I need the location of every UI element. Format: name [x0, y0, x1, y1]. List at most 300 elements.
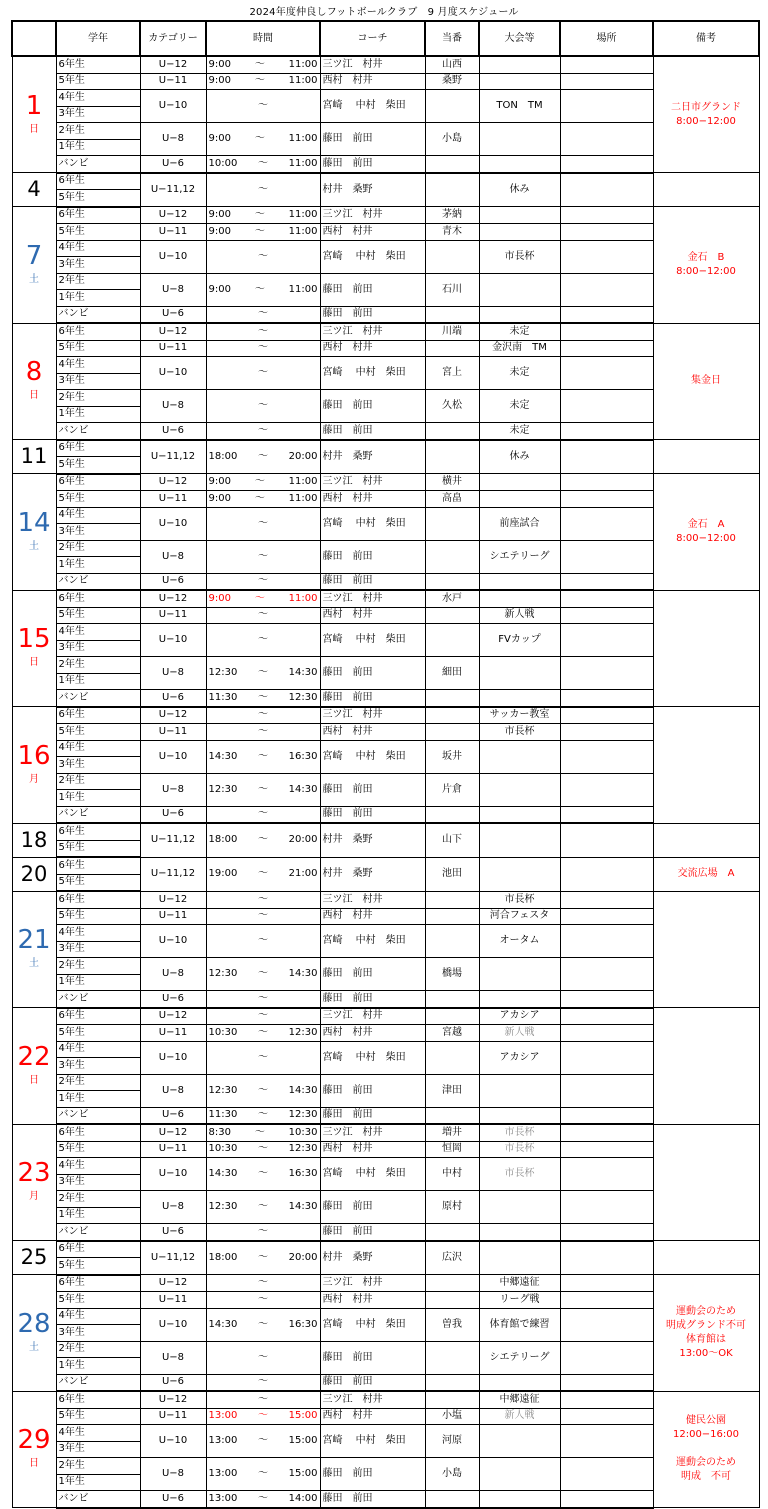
time-range	[209, 1492, 318, 1506]
end-time: 11:00	[288, 75, 318, 87]
time-range	[209, 967, 318, 981]
coach-cell: 藤田 前田	[320, 690, 425, 707]
schedule-row	[12, 607, 759, 624]
schedule-row	[12, 173, 759, 190]
tilde-mark: ～	[254, 592, 265, 604]
event-cell: シエテリーグ	[479, 540, 560, 573]
grade-cell: 5年生	[56, 908, 140, 925]
schedule-row	[12, 156, 759, 173]
grade-cell: 4年生	[56, 624, 140, 641]
grade-cell: 5年生	[56, 874, 140, 891]
schedule-row	[12, 1158, 759, 1175]
event-cell	[479, 823, 560, 857]
grade-cell: 2年生	[56, 1074, 140, 1091]
duty-cell: 小島	[425, 1458, 479, 1491]
time-cell	[206, 1241, 320, 1275]
tilde-mark: ～	[258, 1109, 268, 1121]
coach-cell: 藤田 前田	[320, 773, 425, 806]
schedule-row	[12, 1008, 759, 1025]
duty-cell	[425, 306, 479, 323]
grade-cell: 1年生	[56, 1358, 140, 1375]
category-cell: U−8	[140, 1074, 206, 1107]
time-cell	[206, 740, 320, 773]
category-cell: U−11	[140, 491, 206, 508]
day-cell-23	[12, 1124, 56, 1241]
category-cell: U−10	[140, 507, 206, 540]
tilde-mark: ～	[258, 183, 268, 195]
day-of-week: 月	[29, 773, 39, 785]
grade-cell: 5年生	[56, 1258, 140, 1275]
event-cell: FVカップ	[479, 624, 560, 657]
tilde-mark: ～	[258, 1201, 268, 1212]
grade-cell: 1年生	[56, 974, 140, 991]
time-cell	[206, 323, 320, 340]
start-time: 10:30	[208, 1026, 238, 1038]
event-cell	[479, 857, 560, 891]
tilde-mark: ～	[258, 1376, 268, 1388]
place-cell	[560, 1275, 653, 1292]
time-range	[209, 1225, 318, 1239]
time-range	[209, 399, 318, 413]
duty-cell	[425, 1491, 479, 1508]
grade-cell: 2年生	[56, 123, 140, 140]
place-cell	[560, 573, 653, 590]
schedule-row	[12, 540, 759, 557]
duty-cell	[425, 1008, 479, 1025]
time-range	[209, 424, 318, 438]
time-range	[209, 341, 318, 355]
header-category: カテゴリー	[140, 21, 206, 56]
tilde-mark: ～	[258, 709, 268, 721]
schedule-row	[12, 306, 759, 323]
event-cell	[479, 1491, 560, 1508]
event-cell: 市長杯	[479, 891, 560, 908]
time-range	[209, 833, 318, 847]
grade-cell: 3年生	[56, 941, 140, 958]
coach-cell: 藤田 前田	[320, 390, 425, 423]
tilde-mark: ～	[258, 935, 268, 946]
event-cell: オータム	[479, 925, 560, 958]
place-cell	[560, 1074, 653, 1107]
event-cell: 新人戦	[479, 607, 560, 624]
grade-cell: バンビ	[56, 156, 140, 173]
tilde-mark: ～	[258, 157, 268, 169]
duty-cell	[425, 507, 479, 540]
category-cell: U−10	[140, 1041, 206, 1074]
schedule-row	[12, 390, 759, 407]
time-range	[209, 1351, 318, 1365]
coach-cell: 村井 桑野	[320, 823, 425, 857]
coach-cell: 藤田 前田	[320, 1191, 425, 1224]
coach-cell: 宮崎 中村 柴田	[320, 507, 425, 540]
place-cell	[560, 740, 653, 773]
duty-cell	[425, 340, 479, 357]
start-time: 13:00	[208, 1492, 238, 1504]
time-range	[209, 633, 318, 647]
event-cell: 前座試合	[479, 507, 560, 540]
duty-cell	[425, 1224, 479, 1241]
duty-cell	[425, 440, 479, 474]
tilde-mark: ～	[254, 75, 265, 87]
event-cell: 河合フェスタ	[479, 908, 560, 925]
tilde-mark: ～	[258, 1051, 268, 1063]
time-cell	[206, 908, 320, 925]
time-range	[209, 1467, 318, 1481]
duty-cell: 広沢	[425, 1241, 479, 1275]
coach-cell: 宮崎 中村 柴田	[320, 740, 425, 773]
coach-cell: 三ツ江 村井	[320, 474, 425, 491]
duty-cell: 久松	[425, 390, 479, 423]
category-cell: U−12	[140, 1008, 206, 1025]
time-range	[209, 307, 318, 321]
schedule-row	[12, 1292, 759, 1309]
schedule-row	[12, 123, 759, 140]
day-number: 28	[17, 1308, 51, 1339]
time-range	[209, 691, 318, 705]
grade-cell: 4年生	[56, 1308, 140, 1325]
day-number: 1	[25, 90, 43, 121]
time-cell	[206, 273, 320, 306]
header-day	[12, 21, 56, 56]
time-range	[209, 74, 318, 88]
start-time: 9:00	[208, 58, 231, 70]
event-cell: 中郷遠征	[479, 1275, 560, 1292]
grade-cell: 6年生	[56, 823, 140, 840]
coach-cell: 三ツ江 村井	[320, 1124, 425, 1141]
schedule-row	[12, 1408, 759, 1425]
time-cell	[206, 773, 320, 806]
event-cell	[479, 474, 560, 491]
time-range	[209, 550, 318, 564]
time-range	[209, 1126, 318, 1140]
end-time: 15:00	[288, 1435, 318, 1446]
schedule-row	[12, 1341, 759, 1358]
coach-cell: 西村 村井	[320, 491, 425, 508]
place-cell	[560, 240, 653, 273]
event-cell: 未定	[479, 423, 560, 440]
day-of-week: 日	[29, 1458, 39, 1470]
start-time: 11:30	[208, 1109, 238, 1121]
place-cell	[560, 207, 653, 224]
grade-cell: 4年生	[56, 1041, 140, 1058]
start-time: 13:00	[208, 1410, 238, 1422]
start-time: 9:00	[208, 283, 231, 295]
schedule-row	[12, 958, 759, 975]
start-time: 12:30	[208, 968, 238, 979]
place-cell	[560, 273, 653, 306]
schedule-row	[12, 823, 759, 840]
time-range	[209, 475, 318, 489]
day-number: 16	[17, 740, 51, 771]
place-cell	[560, 90, 653, 123]
end-time: 20:00	[288, 834, 318, 846]
grade-cell: 5年生	[56, 340, 140, 357]
time-range	[209, 1051, 318, 1065]
category-cell: U−11,12	[140, 173, 206, 207]
event-cell: アカシア	[479, 1041, 560, 1074]
schedule-row	[12, 357, 759, 374]
duty-cell: 小島	[425, 123, 479, 156]
grade-cell: 5年生	[56, 190, 140, 207]
end-time: 11:00	[288, 209, 318, 220]
tilde-mark: ～	[258, 1277, 268, 1288]
duty-cell	[425, 173, 479, 207]
time-range	[209, 750, 318, 764]
grade-cell: 4年生	[56, 90, 140, 107]
duty-cell	[425, 1041, 479, 1074]
header-place: 場所	[560, 21, 653, 56]
grade-cell: バンビ	[56, 991, 140, 1008]
start-time: 13:00	[208, 1435, 238, 1446]
place-cell	[560, 1041, 653, 1074]
time-cell	[206, 123, 320, 156]
time-cell	[206, 540, 320, 573]
coach-cell: 藤田 前田	[320, 273, 425, 306]
start-time: 14:30	[208, 1318, 238, 1330]
end-time: 14:30	[288, 783, 318, 795]
coach-cell: 西村 村井	[320, 607, 425, 624]
day-number: 20	[20, 861, 48, 886]
duty-cell: 石川	[425, 273, 479, 306]
start-time: 12:30	[208, 1201, 238, 1212]
tilde-mark: ～	[258, 968, 268, 979]
grade-cell: 2年生	[56, 1191, 140, 1208]
category-cell: U−11,12	[140, 440, 206, 474]
category-cell: U−12	[140, 323, 206, 340]
duty-cell: 細田	[425, 657, 479, 690]
grade-cell: バンビ	[56, 1374, 140, 1391]
duty-cell: 水戸	[425, 590, 479, 607]
place-cell	[560, 1341, 653, 1374]
day-cell-14	[12, 474, 56, 591]
event-cell	[479, 1241, 560, 1275]
event-cell	[479, 1374, 560, 1391]
time-cell	[206, 1308, 320, 1341]
time-range	[209, 992, 318, 1006]
place-cell	[560, 925, 653, 958]
time-cell	[206, 1341, 320, 1374]
grade-cell: バンビ	[56, 806, 140, 823]
time-cell	[206, 507, 320, 540]
place-cell	[560, 1191, 653, 1224]
place-cell	[560, 1025, 653, 1042]
header-row	[12, 21, 759, 56]
place-cell	[560, 1241, 653, 1275]
time-range	[209, 1318, 318, 1332]
day-cell-25	[12, 1241, 56, 1275]
category-cell: U−12	[140, 56, 206, 73]
place-cell	[560, 1308, 653, 1341]
place-cell	[560, 624, 653, 657]
category-cell: U−6	[140, 806, 206, 823]
duty-cell: 茅納	[425, 207, 479, 224]
end-time: 16:30	[288, 1318, 318, 1330]
start-time: 9:00	[208, 476, 231, 487]
duty-cell: 高畠	[425, 491, 479, 508]
category-cell: U−8	[140, 773, 206, 806]
time-range	[209, 909, 318, 923]
tilde-mark: ～	[258, 367, 268, 378]
category-cell: U−6	[140, 1374, 206, 1391]
time-range	[209, 450, 318, 464]
start-time: 9:00	[208, 225, 231, 237]
place-cell	[560, 1158, 653, 1191]
end-time: 14:30	[288, 667, 318, 678]
category-cell: U−10	[140, 624, 206, 657]
schedule-row	[12, 1041, 759, 1058]
start-time: 8:30	[208, 1126, 231, 1138]
tilde-mark: ～	[254, 492, 265, 504]
end-time: 14:30	[288, 1201, 318, 1212]
grade-cell: 5年生	[56, 491, 140, 508]
note-line: 8:00−12:00	[676, 532, 736, 544]
start-time: 9:00	[208, 492, 231, 504]
tilde-mark: ～	[258, 1084, 268, 1096]
grade-cell: バンビ	[56, 423, 140, 440]
end-time: 12:30	[288, 1026, 318, 1038]
coach-cell: 西村 村井	[320, 908, 425, 925]
notes-cell	[653, 857, 759, 891]
grade-cell: 6年生	[56, 891, 140, 908]
event-cell	[479, 657, 560, 690]
time-range	[209, 1142, 318, 1156]
duty-cell	[425, 1275, 479, 1292]
time-cell	[206, 724, 320, 741]
day-cell-22	[12, 1008, 56, 1125]
time-cell	[206, 73, 320, 90]
grade-cell: 1年生	[56, 290, 140, 307]
day-number: 11	[20, 444, 48, 468]
place-cell	[560, 657, 653, 690]
schedule-row	[12, 423, 759, 440]
grade-cell: 1年生	[56, 1207, 140, 1224]
time-range	[209, 58, 318, 72]
notes-cell	[653, 173, 759, 207]
time-range	[209, 1276, 318, 1290]
schedule-row	[12, 773, 759, 790]
coach-cell: 村井 桑野	[320, 173, 425, 207]
grade-cell: 6年生	[56, 1241, 140, 1258]
category-cell: U−10	[140, 1425, 206, 1458]
place-cell	[560, 1107, 653, 1124]
grade-cell: 4年生	[56, 1158, 140, 1175]
grade-cell: 6年生	[56, 56, 140, 73]
time-range	[209, 1409, 318, 1423]
time-range	[209, 807, 318, 821]
tilde-mark: ～	[258, 893, 268, 905]
place-cell	[560, 1408, 653, 1425]
header-coach: コーチ	[320, 21, 425, 56]
tilde-mark: ～	[254, 133, 265, 144]
tilde-mark: ～	[258, 667, 268, 678]
category-cell: U−12	[140, 1391, 206, 1408]
day-of-week: 土	[29, 958, 39, 970]
time-cell	[206, 340, 320, 357]
end-time: 12:30	[288, 1143, 318, 1155]
place-cell	[560, 507, 653, 540]
day-number: 25	[20, 1245, 48, 1269]
start-time: 9:00	[208, 209, 231, 220]
place-cell	[560, 690, 653, 707]
grade-cell: 2年生	[56, 273, 140, 290]
end-time: 11:00	[288, 283, 318, 295]
duty-cell	[425, 1391, 479, 1408]
event-cell	[479, 1074, 560, 1107]
place-cell	[560, 340, 653, 357]
grade-cell: 2年生	[56, 657, 140, 674]
duty-cell: 横井	[425, 474, 479, 491]
tilde-mark: ～	[258, 1293, 268, 1305]
tilde-mark: ～	[258, 834, 268, 846]
notes-cell	[653, 1008, 759, 1125]
schedule-row	[12, 1241, 759, 1258]
category-cell: U−8	[140, 657, 206, 690]
coach-cell: 宮崎 中村 柴田	[320, 1425, 425, 1458]
tilde-mark: ～	[258, 250, 268, 262]
duty-cell: 宮上	[425, 357, 479, 390]
note-line: 8:00−12:00	[676, 115, 736, 127]
time-cell	[206, 1224, 320, 1241]
start-time: 18:00	[208, 834, 238, 846]
schedule-row	[12, 1141, 759, 1158]
time-range	[209, 99, 318, 113]
grade-cell: 6年生	[56, 1124, 140, 1141]
tilde-mark: ～	[254, 58, 265, 70]
duty-cell	[425, 1374, 479, 1391]
coach-cell: 三ツ江 村井	[320, 707, 425, 724]
end-time: 20:00	[288, 450, 318, 462]
category-cell: U−10	[140, 357, 206, 390]
time-cell	[206, 440, 320, 474]
event-cell	[479, 1425, 560, 1458]
time-range	[209, 574, 318, 588]
duty-cell	[425, 908, 479, 925]
event-cell	[479, 573, 560, 590]
day-number: 21	[17, 925, 51, 956]
day-cell-28	[12, 1275, 56, 1392]
end-time: 11:00	[288, 157, 318, 169]
category-cell: U−11	[140, 1025, 206, 1042]
event-cell: 市長杯	[479, 240, 560, 273]
grade-cell: 5年生	[56, 840, 140, 857]
time-cell	[206, 891, 320, 908]
schedule-row	[12, 806, 759, 823]
time-range	[209, 1167, 318, 1181]
end-time: 11:00	[288, 58, 318, 70]
category-cell: U−12	[140, 1124, 206, 1141]
header-notes: 備考	[653, 21, 759, 56]
time-cell	[206, 224, 320, 241]
time-range	[209, 517, 318, 531]
coach-cell: 三ツ江 村井	[320, 207, 425, 224]
duty-cell: 池田	[425, 857, 479, 891]
grade-cell: 3年生	[56, 257, 140, 274]
coach-cell: 藤田 前田	[320, 991, 425, 1008]
grade-cell: バンビ	[56, 690, 140, 707]
grade-cell: 3年生	[56, 1058, 140, 1075]
time-cell	[206, 1191, 320, 1224]
start-time: 10:00	[208, 157, 238, 169]
time-range	[209, 608, 318, 622]
place-cell	[560, 1374, 653, 1391]
tilde-mark: ～	[258, 910, 268, 922]
tilde-mark: ～	[258, 1393, 268, 1405]
category-cell: U−6	[140, 690, 206, 707]
time-range	[209, 492, 318, 506]
grade-cell: 6年生	[56, 323, 140, 340]
grade-cell: 3年生	[56, 524, 140, 541]
place-cell	[560, 823, 653, 857]
